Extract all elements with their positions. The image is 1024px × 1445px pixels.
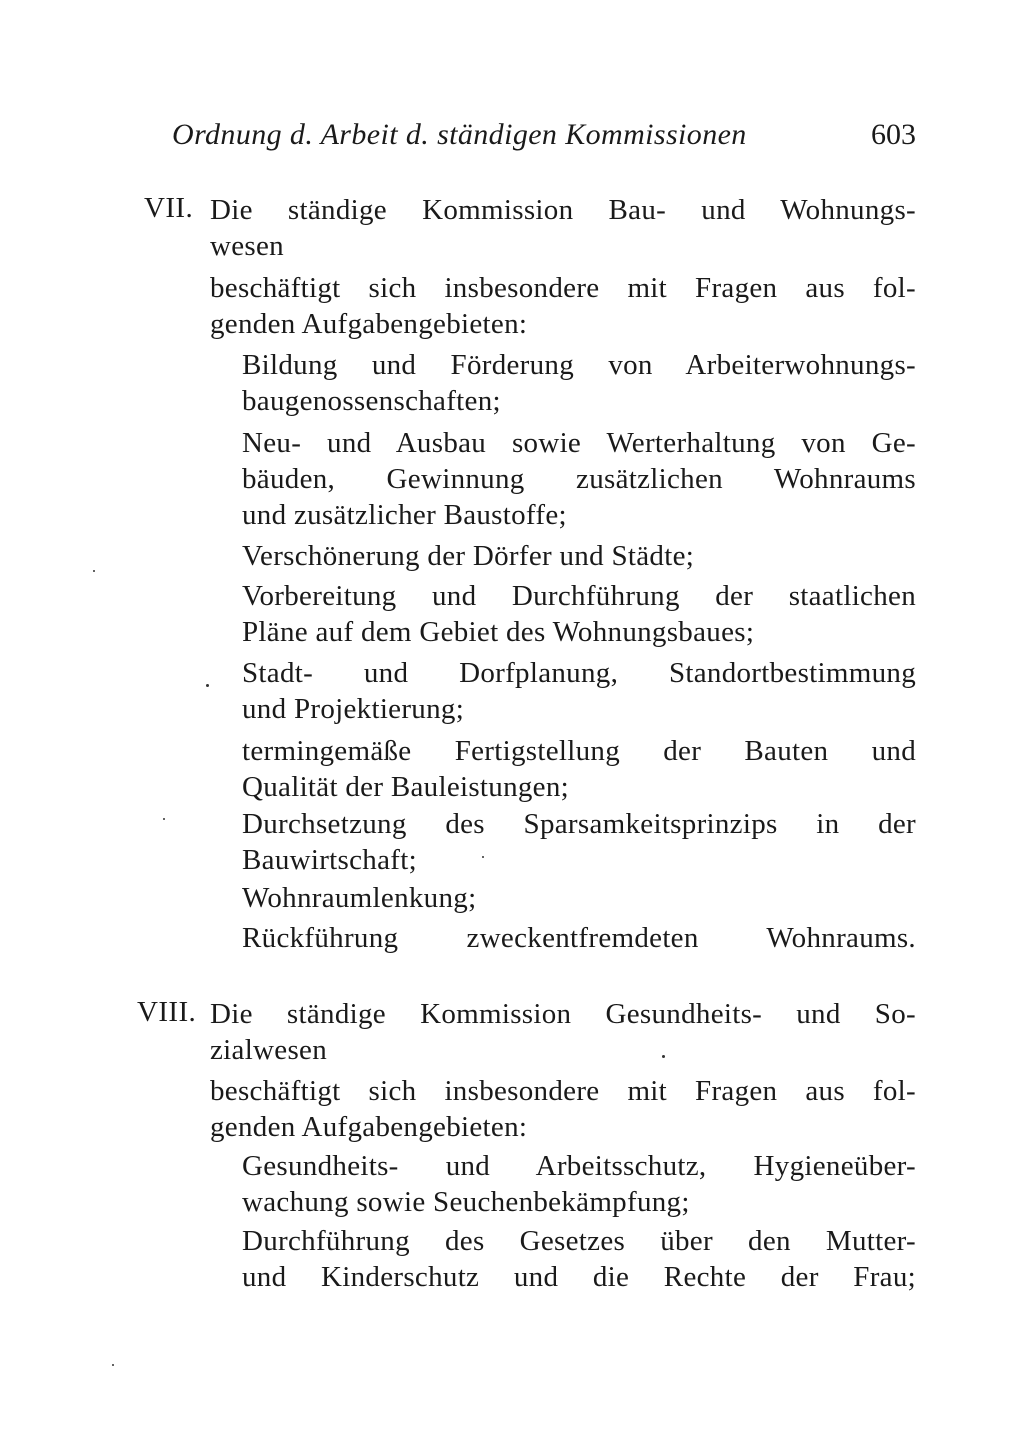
section-vii-item-line: Neu- und Ausbau sowie Werterhaltung von Ge- [242, 427, 916, 459]
page-number: 603 [871, 118, 916, 151]
scan-speck [93, 570, 95, 572]
section-number-vii: VII. [144, 192, 194, 224]
section-vii-item-line: Stadt- und Dorfplanung, Standortbestimmung [242, 657, 916, 689]
section-vii-item-line: Qualität der Bauleistungen; [242, 771, 570, 803]
section-vii-heading-line-1: Die ständige Kommission Bau- und Wohnungs- [210, 194, 916, 226]
section-viii-item-line: und Kinderschutz und die Rechte der Frau; [242, 1261, 916, 1293]
section-viii-item-line: Gesundheits- und Arbeitsschutz, Hygieneüber- [242, 1150, 916, 1182]
section-viii-heading-line-1: Die ständige Kommission Gesundheits- und So- [210, 998, 916, 1030]
section-vii-item-line: Vorbereitung und Durchführung der staatlichen [242, 580, 916, 612]
section-vii-item-line: Wohnraumlenkung; [242, 882, 477, 914]
section-viii-heading-line-2: zialwesen [210, 1034, 328, 1066]
section-vii-item-line: und Projektierung; [242, 693, 465, 725]
section-viii-intro-line-2: genden Aufgabengebieten: [210, 1111, 528, 1143]
section-vii-item-line: Pläne auf dem Gebiet des Wohnungsbaues; [242, 616, 755, 648]
section-vii-item-line: Bildung und Förderung von Arbeiterwohnungs- [242, 349, 916, 381]
section-viii-intro-line-1: beschäftigt sich insbesondere mit Fragen aus fol- [210, 1075, 916, 1107]
section-number-viii: VIII. [137, 996, 197, 1028]
section-vii-item-line: Verschönerung der Dörfer und Städte; [242, 540, 695, 572]
section-vii-intro-line-2: genden Aufgabengebieten: [210, 308, 528, 340]
scan-speck [482, 856, 484, 858]
section-vii-intro-line-1: beschäftigt sich insbesondere mit Fragen aus fol- [210, 272, 916, 304]
section-viii-item-line: Durchführung des Gesetzes über den Mutter- [242, 1225, 916, 1257]
section-vii-heading-line-2: wesen [210, 230, 284, 262]
section-vii-item-line: bäuden, Gewinnung zusätzlichen Wohnraums [242, 463, 916, 495]
header-title: Ordnung d. Arbeit d. ständigen Kommissionen [172, 118, 747, 151]
section-vii-item-line: und zusätzlicher Baustoffe; [242, 499, 567, 531]
scan-speck [662, 1055, 665, 1058]
scan-speck [163, 818, 165, 820]
section-vii-item-line: Rückführung zweckentfremdeten Wohnraums. [242, 922, 916, 954]
scan-speck [112, 1364, 114, 1366]
running-header [172, 118, 916, 162]
section-vii-item-line: Durchsetzung des Sparsamkeitsprinzips in der [242, 808, 916, 840]
section-vii-item-line: baugenossenschaften; [242, 385, 501, 417]
section-viii-item-line: wachung sowie Seuchenbekämpfung; [242, 1186, 690, 1218]
section-vii-item-line: Bauwirtschaft; [242, 844, 417, 876]
section-vii-item-line: termingemäße Fertigstellung der Bauten und [242, 735, 916, 767]
scan-speck [206, 684, 209, 687]
